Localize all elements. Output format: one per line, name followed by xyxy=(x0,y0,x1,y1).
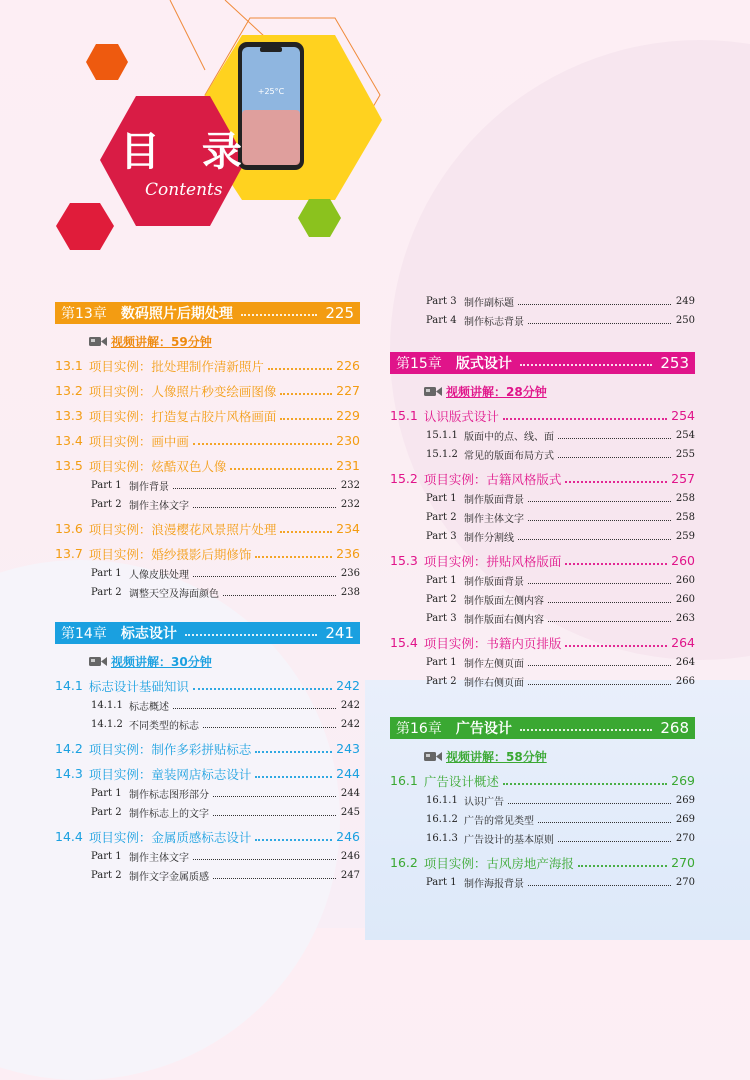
subentry-key: Part 3 xyxy=(426,613,457,624)
toc-subentry[interactable] xyxy=(390,791,695,810)
subentry-key: Part 2 xyxy=(91,807,122,818)
section-title: 认识版式设计 xyxy=(423,408,499,424)
section-title: 项目实例：古风房地产海报 xyxy=(423,855,574,871)
toc-subentry[interactable] xyxy=(390,829,695,848)
subentry-page: 232 xyxy=(340,480,360,491)
section-number: 13.7 xyxy=(55,546,83,561)
subentry-key: Part 3 xyxy=(426,296,457,307)
dot-leader xyxy=(213,796,336,797)
chapter-number: 第14章 xyxy=(61,626,107,642)
video-camera-icon xyxy=(89,336,107,347)
dot-leader xyxy=(565,563,667,565)
section-number: 13.3 xyxy=(55,408,83,423)
toc-subentry[interactable] xyxy=(390,292,695,311)
toc-subentry[interactable] xyxy=(390,653,695,672)
subentry-title: 广告设计的基本原则 xyxy=(464,835,554,846)
video-duration[interactable] xyxy=(424,748,695,764)
toc-subentry[interactable] xyxy=(390,873,695,892)
toc-section[interactable] xyxy=(390,550,695,571)
subentry-title: 调整天空及海面颜色 xyxy=(129,589,219,600)
subentry-title: 制作左侧页面 xyxy=(464,659,524,670)
dot-leader xyxy=(528,885,671,886)
section-number: 15.2 xyxy=(390,471,418,486)
dot-leader xyxy=(173,708,336,709)
subentry-title: 制作主体文字 xyxy=(129,853,189,864)
subentry-title: 制作标志背景 xyxy=(464,317,524,328)
subentry-title: 制作海报背景 xyxy=(464,879,524,890)
subentry-page: 270 xyxy=(675,833,695,844)
toc-section[interactable] xyxy=(390,468,695,489)
toc-subentry[interactable] xyxy=(390,508,695,527)
dot-leader xyxy=(193,688,332,690)
dot-leader xyxy=(508,803,671,804)
dot-leader xyxy=(528,665,671,666)
subentry-page: 246 xyxy=(340,851,360,862)
section-title: 项目实例：画中画 xyxy=(88,433,189,449)
dot-leader xyxy=(173,488,336,489)
subentry-page: 249 xyxy=(675,296,695,307)
subentry-title: 制作标志图形部分 xyxy=(129,790,209,801)
toc-subentry[interactable] xyxy=(55,847,360,866)
video-duration-text: 视频讲解：30分钟 xyxy=(111,654,212,669)
chapter-page: 241 xyxy=(325,624,354,642)
subentry-page: 247 xyxy=(340,870,360,881)
section-number: 14.4 xyxy=(55,829,83,844)
subentry-key: 14.1.2 xyxy=(91,719,123,730)
section-page: 236 xyxy=(336,546,360,561)
toc-left-column xyxy=(55,292,360,885)
subentry-page: 245 xyxy=(340,807,360,818)
section-title: 广告设计概述 xyxy=(423,773,499,789)
subentry-page: 266 xyxy=(675,676,695,687)
subentry-page: 258 xyxy=(675,493,695,504)
toc-subentry[interactable] xyxy=(55,696,360,715)
dot-leader xyxy=(230,468,332,470)
chapter-header[interactable] xyxy=(390,352,695,374)
dot-leader xyxy=(558,457,671,458)
subentry-page: 263 xyxy=(675,613,695,624)
section-page: 243 xyxy=(336,741,360,756)
section-title: 项目实例：浪漫樱花风景照片处理 xyxy=(88,521,277,537)
subentry-title: 制作标志上的文字 xyxy=(129,809,209,820)
toc-subentry[interactable] xyxy=(390,489,695,508)
toc-section[interactable] xyxy=(55,675,360,696)
header-graphic xyxy=(0,0,750,290)
subentry-title: 版面中的点、线、面 xyxy=(464,432,554,443)
section-number: 13.5 xyxy=(55,458,83,473)
dot-leader xyxy=(503,783,667,785)
chapter-number: 第16章 xyxy=(396,721,442,737)
subentry-key: Part 4 xyxy=(426,315,457,326)
dot-leader xyxy=(538,822,671,823)
toc-subentry[interactable] xyxy=(390,426,695,445)
section-title: 项目实例：人像照片秒变绘画图像 xyxy=(88,383,277,399)
toc-subentry[interactable] xyxy=(55,803,360,822)
toc-section[interactable] xyxy=(390,770,695,791)
section-number: 13.4 xyxy=(55,433,83,448)
chapter-header[interactable] xyxy=(390,717,695,739)
subentry-page: 242 xyxy=(340,700,360,711)
subentry-key: Part 3 xyxy=(426,531,457,542)
video-duration[interactable] xyxy=(89,333,360,349)
section-title: 项目实例：书籍内页排版 xyxy=(423,635,562,651)
dot-leader xyxy=(213,815,336,816)
subentry-page: 259 xyxy=(675,531,695,542)
section-title: 项目实例：制作多彩拼贴标志 xyxy=(88,741,252,757)
dot-leader xyxy=(193,859,336,860)
subentry-page: 238 xyxy=(340,587,360,598)
section-title: 项目实例：炫酷双色人像 xyxy=(88,458,227,474)
subentry-title: 制作版面左侧内容 xyxy=(464,596,544,607)
section-title: 项目实例：打造复古胶片风格画面 xyxy=(88,408,277,424)
dot-leader xyxy=(565,481,667,483)
subentry-key: Part 1 xyxy=(426,493,457,504)
subentry-title: 制作右侧页面 xyxy=(464,678,524,689)
section-number: 16.2 xyxy=(390,855,418,870)
section-page: 257 xyxy=(671,471,695,486)
dot-leader xyxy=(518,539,671,540)
toc-section[interactable] xyxy=(55,738,360,759)
section-page: 254 xyxy=(671,408,695,423)
toc-section[interactable] xyxy=(55,455,360,476)
section-page: 264 xyxy=(671,635,695,650)
section-page: 231 xyxy=(336,458,360,473)
subentry-page: 254 xyxy=(675,430,695,441)
section-page: 227 xyxy=(336,383,360,398)
dot-leader xyxy=(558,841,671,842)
subentry-key: 14.1.1 xyxy=(91,700,123,711)
subentry-key: Part 2 xyxy=(91,499,122,510)
dot-leader xyxy=(520,364,653,366)
section-number: 16.1 xyxy=(390,773,418,788)
subentry-key: 16.1.2 xyxy=(426,814,458,825)
dot-leader xyxy=(518,304,671,305)
section-page: 269 xyxy=(671,773,695,788)
dot-leader xyxy=(528,684,671,685)
dot-leader xyxy=(255,751,332,753)
subentry-key: 15.1.2 xyxy=(426,449,458,460)
toc-subentry[interactable] xyxy=(390,445,695,464)
toc-section[interactable] xyxy=(55,380,360,401)
toc-section[interactable] xyxy=(55,763,360,784)
chapter-page: 268 xyxy=(660,719,689,737)
toc-subentry[interactable] xyxy=(390,609,695,628)
dot-leader xyxy=(558,438,671,439)
video-duration-text: 视频讲解：59分钟 xyxy=(111,334,212,349)
subentry-title: 标志概述 xyxy=(129,702,169,713)
subentry-key: Part 1 xyxy=(426,877,457,888)
dot-leader xyxy=(520,729,653,731)
section-page: 260 xyxy=(671,553,695,568)
section-number: 14.2 xyxy=(55,741,83,756)
section-title: 项目实例：古籍风格版式 xyxy=(423,471,562,487)
subentry-title: 广告的常见类型 xyxy=(464,816,534,827)
toc-section[interactable] xyxy=(55,405,360,426)
dot-leader xyxy=(223,595,336,596)
toc-section[interactable] xyxy=(390,405,695,426)
section-title: 项目实例：童装网店标志设计 xyxy=(88,766,252,782)
subentry-key: 16.1.3 xyxy=(426,833,458,844)
toc-subentry[interactable] xyxy=(390,571,695,590)
toc-subentry[interactable] xyxy=(390,672,695,691)
subentry-title: 制作版面背景 xyxy=(464,495,524,506)
section-number: 14.1 xyxy=(55,678,83,693)
dot-leader xyxy=(193,576,336,577)
page-subtitle: Contents xyxy=(145,180,223,200)
section-page: 246 xyxy=(336,829,360,844)
dot-leader xyxy=(255,776,332,778)
subentry-page: 260 xyxy=(675,594,695,605)
dot-leader xyxy=(241,314,318,316)
dot-leader xyxy=(528,583,671,584)
subentry-title: 制作副标题 xyxy=(464,298,514,309)
dot-leader xyxy=(193,507,336,508)
section-page: 234 xyxy=(336,521,360,536)
subentry-page: 232 xyxy=(340,499,360,510)
section-number: 13.1 xyxy=(55,358,83,373)
chapter-title: 广告设计 xyxy=(455,721,512,737)
subentry-page: 258 xyxy=(675,512,695,523)
subentry-page: 260 xyxy=(675,575,695,586)
subentry-key: Part 2 xyxy=(91,870,122,881)
toc-subentry[interactable] xyxy=(55,784,360,803)
section-page: 230 xyxy=(336,433,360,448)
subentry-page: 244 xyxy=(340,788,360,799)
section-number: 15.3 xyxy=(390,553,418,568)
section-number: 15.4 xyxy=(390,635,418,650)
subentry-title: 制作文字金属质感 xyxy=(129,872,209,883)
phone-time: +25°C xyxy=(257,87,285,96)
dot-leader xyxy=(280,418,332,420)
subentry-key: Part 1 xyxy=(91,788,122,799)
subentry-page: 270 xyxy=(675,877,695,888)
subentry-key: Part 2 xyxy=(426,676,457,687)
toc-subentry[interactable] xyxy=(55,495,360,514)
toc-subentry[interactable] xyxy=(55,715,360,734)
toc-subentry[interactable] xyxy=(55,564,360,583)
toc-section[interactable] xyxy=(390,852,695,873)
toc-section[interactable] xyxy=(55,543,360,564)
subentry-page: 264 xyxy=(675,657,695,668)
dot-leader xyxy=(578,865,667,867)
dot-leader xyxy=(528,323,671,324)
subentry-key: Part 2 xyxy=(426,594,457,605)
chapter-header[interactable] xyxy=(55,622,360,644)
chapter-title: 标志设计 xyxy=(120,626,177,642)
video-duration[interactable] xyxy=(89,653,360,669)
toc-subentry[interactable] xyxy=(390,810,695,829)
dot-leader xyxy=(255,556,332,558)
section-page: 242 xyxy=(336,678,360,693)
subentry-key: Part 1 xyxy=(91,480,122,491)
subentry-title: 人像皮肤处理 xyxy=(129,570,189,581)
dot-leader xyxy=(185,634,318,636)
dot-leader xyxy=(203,727,336,728)
dot-leader xyxy=(548,602,671,603)
dot-leader xyxy=(213,878,336,879)
dot-leader xyxy=(193,443,332,445)
toc-subentry[interactable] xyxy=(55,866,360,885)
section-number: 13.6 xyxy=(55,521,83,536)
toc-right-column xyxy=(390,292,695,892)
toc-section[interactable] xyxy=(55,430,360,451)
video-duration-text: 视频讲解：28分钟 xyxy=(446,384,547,399)
toc-subentry[interactable] xyxy=(55,476,360,495)
chapter-header[interactable] xyxy=(55,302,360,324)
subentry-title: 制作主体文字 xyxy=(464,514,524,525)
chapter-title: 版式设计 xyxy=(455,356,512,372)
toc-subentry[interactable] xyxy=(390,311,695,330)
subentry-key: 15.1.1 xyxy=(426,430,458,441)
subentry-page: 269 xyxy=(675,814,695,825)
toc-subentry[interactable] xyxy=(390,590,695,609)
subentry-title: 制作主体文字 xyxy=(129,501,189,512)
subentry-key: Part 1 xyxy=(426,575,457,586)
dot-leader xyxy=(268,368,332,370)
page-title: 目 录 xyxy=(120,129,256,175)
dot-leader xyxy=(548,621,671,622)
subentry-title: 制作背景 xyxy=(129,482,169,493)
subentry-page: 269 xyxy=(675,795,695,806)
subentry-title: 制作版面背景 xyxy=(464,577,524,588)
dot-leader xyxy=(280,393,332,395)
subentry-title: 制作版面右侧内容 xyxy=(464,615,544,626)
section-number: 14.3 xyxy=(55,766,83,781)
section-number: 15.1 xyxy=(390,408,418,423)
chapter-title: 数码照片后期处理 xyxy=(120,306,233,322)
section-title: 项目实例：批处理制作清新照片 xyxy=(88,358,264,374)
video-duration[interactable] xyxy=(424,383,695,399)
subentry-page: 255 xyxy=(675,449,695,460)
subentry-page: 250 xyxy=(675,315,695,326)
subentry-key: Part 2 xyxy=(91,587,122,598)
toc-section[interactable] xyxy=(55,518,360,539)
dot-leader xyxy=(528,520,671,521)
video-camera-icon xyxy=(424,751,442,762)
dot-leader xyxy=(503,418,667,420)
subentry-page: 236 xyxy=(340,568,360,579)
dot-leader xyxy=(565,645,667,647)
toc-subentry[interactable] xyxy=(390,527,695,546)
video-camera-icon xyxy=(424,386,442,397)
toc-section[interactable] xyxy=(55,355,360,376)
section-title: 项目实例：金属质感标志设计 xyxy=(88,829,252,845)
dot-leader xyxy=(255,839,332,841)
chapter-page: 253 xyxy=(660,354,689,372)
subentry-key: Part 1 xyxy=(426,657,457,668)
subentry-page: 242 xyxy=(340,719,360,730)
chapter-number: 第13章 xyxy=(61,306,107,322)
section-page: 229 xyxy=(336,408,360,423)
subentry-title: 常见的版面布局方式 xyxy=(464,451,554,462)
dot-leader xyxy=(528,501,671,502)
subentry-key: Part 2 xyxy=(426,512,457,523)
section-page: 270 xyxy=(671,855,695,870)
toc-section[interactable] xyxy=(55,826,360,847)
subentry-title: 不同类型的标志 xyxy=(129,721,199,732)
section-number: 13.2 xyxy=(55,383,83,398)
subentry-title: 认识广告 xyxy=(464,797,504,808)
section-page: 244 xyxy=(336,766,360,781)
toc-section[interactable] xyxy=(390,632,695,653)
section-title: 项目实例：婚纱摄影后期修饰 xyxy=(88,546,252,562)
section-title: 项目实例：拼贴风格版面 xyxy=(423,553,562,569)
section-title: 标志设计基础知识 xyxy=(88,678,189,694)
subentry-key: 16.1.1 xyxy=(426,795,458,806)
subentry-title: 制作分割线 xyxy=(464,533,514,544)
chapter-number: 第15章 xyxy=(396,356,442,372)
chapter-page: 225 xyxy=(325,304,354,322)
section-page: 226 xyxy=(336,358,360,373)
subentry-key: Part 1 xyxy=(91,568,122,579)
toc-subentry[interactable] xyxy=(55,583,360,602)
video-duration-text: 视频讲解：58分钟 xyxy=(446,749,547,764)
video-camera-icon xyxy=(89,656,107,667)
subentry-key: Part 1 xyxy=(91,851,122,862)
dot-leader xyxy=(280,531,332,533)
hexagon-decor xyxy=(0,0,750,290)
